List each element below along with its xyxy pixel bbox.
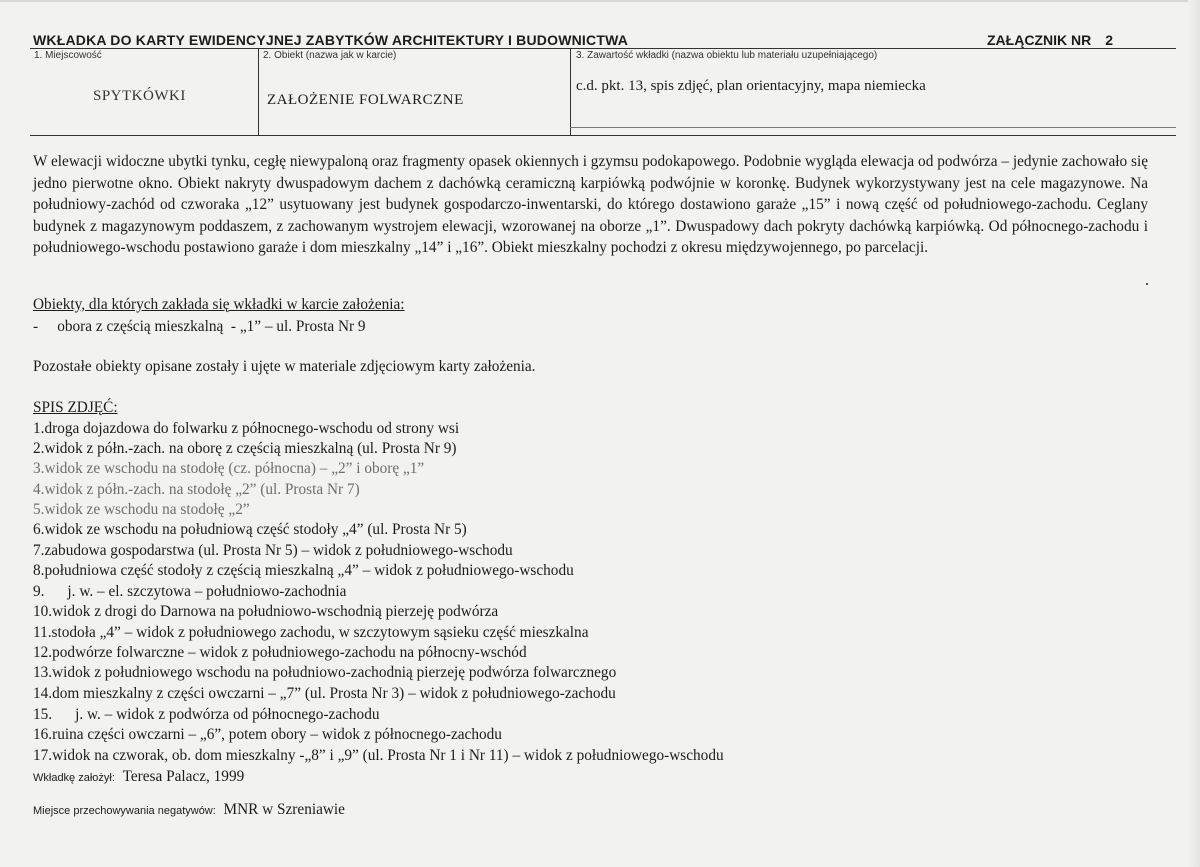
scan-speck	[1146, 283, 1148, 285]
photo-list-item: 8.południowa część stodoły z częścią mieszkalną „4” – widok z południowego-wschodu	[33, 562, 574, 579]
photo-list-item: 11.stodoła „4” – widok z południowego zachodu, w szczytowym sąsieku część mieszkalna	[33, 624, 589, 641]
photo-list-item: 4.widok z półn.-zach. na stodołę „2” (ul. Prosta Nr 7)	[33, 481, 360, 498]
author-label: Wkładkę założył:	[33, 772, 115, 784]
photo-list-item: 5.widok ze wschodu na stodołę „2”	[33, 501, 250, 518]
photo-list-item: 13.widok z południowego wschodu na południowo-zachodnią pierzeję podwórza folwarcznego	[33, 664, 617, 681]
remaining-note: Pozostałe obiekty opisane zostały i ujęte w materiale zdjęciowym karty założenia.	[33, 358, 536, 375]
form-title: WKŁADKA DO KARTY EWIDENCYJNEJ ZABYTKÓW ARCHITEKTURY I BUDOWNICTWA	[33, 32, 629, 48]
annex-number: 2	[1105, 32, 1114, 48]
content-label: 3. Zawartość wkładki (nazwa obiektu lub materiału uzupełniającego)	[576, 50, 878, 61]
photo-list-item: 16.ruina części owczarni – „6”, potem obory – widok z północnego-zachodu	[33, 726, 502, 743]
storage-row	[33, 801, 345, 819]
photo-list-item: 15. j. w. – widok z podwórza od północnego-zachodu	[33, 706, 380, 723]
fields-bottom-rule	[30, 135, 1176, 136]
photo-list-item: 14.dom mieszkalny z części owczarni – „7” (ul. Prosta Nr 3) – widok z południowego-zachodu	[33, 685, 616, 702]
page-edge	[0, 0, 1200, 2]
object-value: ZAŁOŻENIE FOLWARCZNE	[267, 92, 464, 108]
objects-item: - obora z częścią mieszkalną - „1” – ul. Prosta Nr 9	[33, 318, 366, 335]
photo-list-item: 7.zabudowa gospodarstwa (ul. Prosta Nr 5) – widok z południowego-wschodu	[33, 542, 513, 559]
storage-label: Miejsce przechowywania negatywów:	[33, 805, 216, 817]
header-rule	[30, 48, 1176, 49]
object-label: 2. Obiekt (nazwa jak w karcie)	[263, 50, 397, 61]
photo-list-item: 6.widok ze wschodu na południową część stodoły „4” (ul. Prosta Nr 5)	[33, 521, 467, 538]
annex-label	[987, 32, 1113, 48]
content-value: c.d. pkt. 13, spis zdjęć, plan orientacyjny, mapa niemiecka	[576, 78, 926, 94]
photo-list-item: 12.podwórze folwarczne – widok z południowego-zachodu na północny-wschód	[33, 644, 527, 661]
photo-list-item: 2.widok z półn.-zach. na oborę z częścią mieszkalną (ul. Prosta Nr 9)	[33, 440, 457, 457]
column-divider	[570, 48, 571, 135]
storage-value: MNR w Szreniawie	[223, 801, 345, 818]
place-label: 1. Miejscowość	[34, 50, 102, 61]
place-value: SPYTKÓWKI	[93, 88, 186, 104]
description-paragraph: W elewacji widoczne ubytki tynku, cegłę niewypaloną oraz fragmenty opasek okiennych i gzymsu podokapowego. Podobnie wygląda elewacja od podwórza – jedynie zachowało się jedno pierwotne okno. Obiekt nakryty dwuspadowym dachem z dachówką ceramiczną karpiówką podwójnie w koronkę. Budynek wykorzystywany jest na cele magazynowe. Na południowy-zachód od czworaka „12” usytuowany jest budynek gospodarczo-inwentarski, do którego dostawiono garaże „15” i nową część od południowego-zachodu. Ceglany budynek z magazynowym poddaszem, z zachowanym wystrojem elewacji, wzorowanej na oborze „1”. Dwuspadowy dach pokryty dachówką karpiówką. Od północnego-zachodu i południowego-wschodu postawiono garaże i dom mieszkalny „14” i „16”. Obiekt mieszkalny pochodzi z okresu międzywojennego, po parcelacji.	[33, 153, 1148, 257]
photo-list-item: 9. j. w. – el. szczytowa – południowo-zachodnia	[33, 583, 347, 600]
photo-list-heading: SPIS ZDJĘĆ:	[33, 399, 118, 416]
photo-list-item: 17.widok na czworak, ob. dom mieszkalny -„8” i „9” (ul. Prosta Nr 1 i Nr 11) – widok z południowego-wschodu	[33, 747, 724, 764]
column-divider	[258, 48, 259, 135]
photo-list-item: 1.droga dojazdowa do folwarku z północnego-wschodu od strony wsi	[33, 420, 460, 437]
author-value: Teresa Palacz, 1999	[122, 768, 245, 785]
author-row	[33, 768, 244, 786]
page-edge-shadow	[1188, 0, 1200, 867]
annex-label-text: ZAŁĄCZNIK NR	[987, 32, 1092, 48]
photo-list-item: 10.widok z drogi do Darnowa na południowo-wschodnią pierzeję podwórza	[33, 603, 499, 620]
field-underline	[570, 127, 1176, 128]
photo-list-item: 3.widok ze wschodu na stodołę (cz. północna) – „2” i oborę „1”	[33, 460, 425, 477]
objects-heading: Obiekty, dla których zakłada się wkładki w karcie założenia:	[33, 296, 405, 313]
